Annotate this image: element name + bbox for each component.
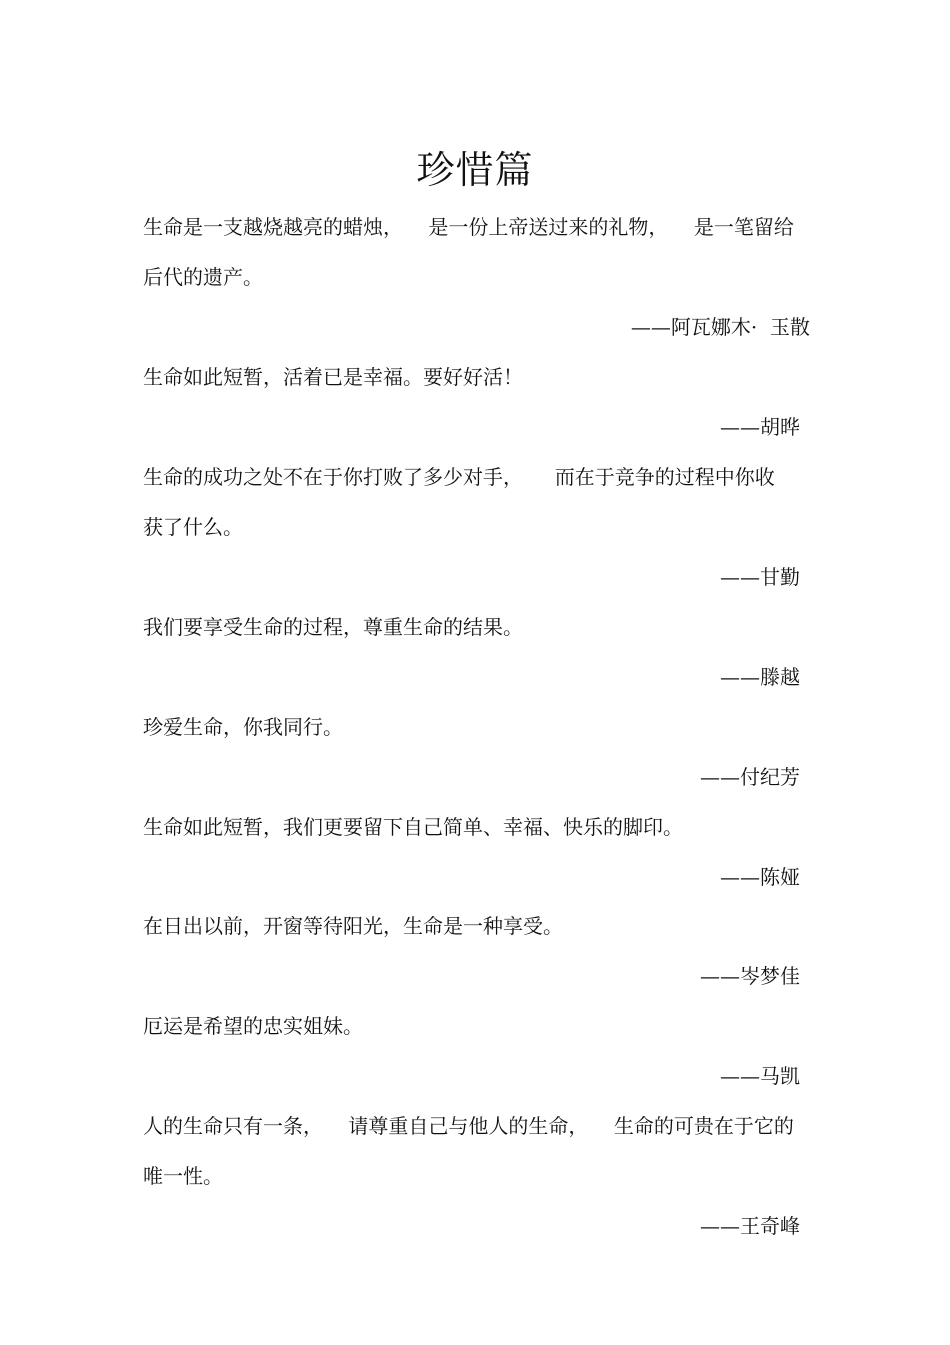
quote-line: 珍爱生命，你我同行。	[143, 715, 343, 739]
quote-author: ——阿瓦娜木· 玉散	[630, 315, 810, 339]
quote-line: 我们要享受生命的过程，尊重生命的结果。	[143, 615, 523, 639]
quote-line: 在日出以前，开窗等待阳光，生命是一种享受。	[143, 914, 563, 938]
quote-author: ——甘勤	[720, 565, 800, 589]
quote-line: 人的生命只有一条， 请尊重自己与他人的生命， 生命的可贵在于它的	[143, 1114, 794, 1138]
quote-author: ——王奇峰	[700, 1214, 800, 1238]
quote-line: 获了什么。	[143, 515, 243, 539]
quote-line: 生命是一支越烧越亮的蜡烛， 是一份上帝送过来的礼物， 是一笔留给	[143, 215, 794, 239]
quote-author: ——马凯	[720, 1064, 800, 1088]
page-title: 珍惜篇	[416, 148, 534, 192]
quote-line: 后代的遗产。	[143, 265, 263, 289]
quote-line: 唯一性。	[143, 1164, 223, 1188]
quote-line: 生命的成功之处不在于你打败了多少对手， 而在于竞争的过程中你收	[143, 465, 775, 489]
quote-author: ——胡晔	[720, 415, 800, 439]
quote-line: 生命如此短暂，活着已是幸福。要好好活！	[143, 365, 523, 389]
quote-author: ——付纪芳	[700, 765, 800, 789]
quote-line: 生命如此短暂，我们更要留下自己简单、幸福、快乐的脚印。	[143, 815, 683, 839]
quote-author: ——陈娅	[720, 865, 800, 889]
quote-line: 厄运是希望的忠实姐妹。	[143, 1014, 363, 1038]
quote-author: ——滕越	[720, 665, 800, 689]
quote-author: ——岑梦佳	[700, 964, 800, 988]
